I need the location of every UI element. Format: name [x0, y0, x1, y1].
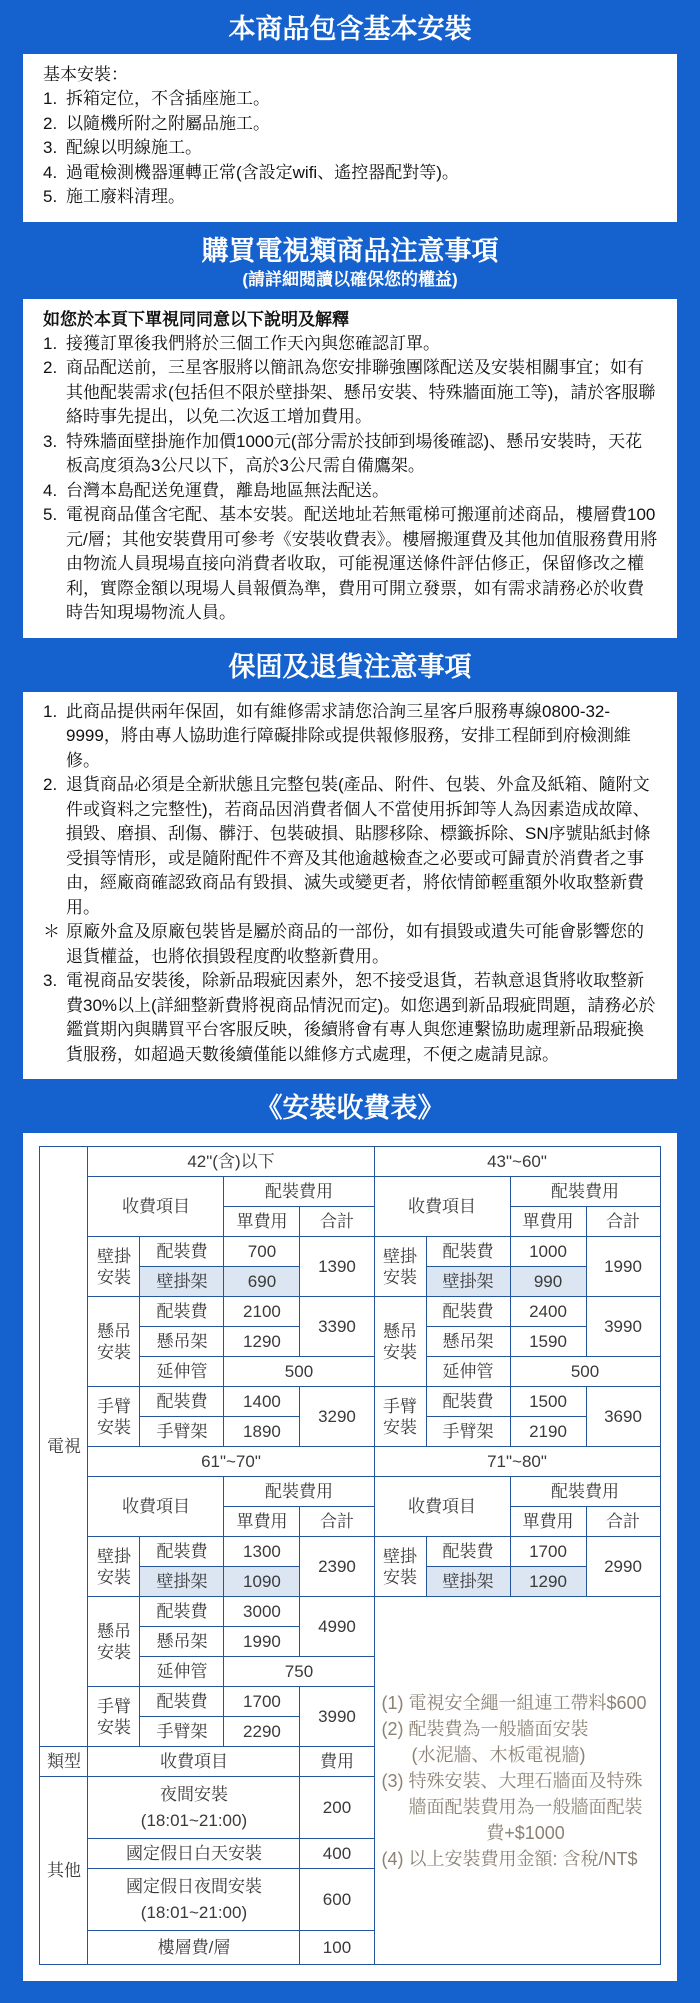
table-row: [40, 1597, 660, 1627]
label-cell: 配裝費: [426, 1297, 510, 1327]
list-item: [43, 136, 659, 161]
fee-cell: 1700: [510, 1537, 586, 1567]
total-cell: 2990: [586, 1537, 660, 1597]
item-number: 2.: [43, 358, 58, 377]
item-number: 3.: [43, 138, 58, 157]
section-subtitle-tv-purchase-notes: (請詳細閱讀以確保您的權益): [242, 269, 458, 289]
group-label-cell: 壁掛安裝: [88, 1237, 140, 1297]
total-header-cell: 合計: [300, 1507, 374, 1537]
list-item: [43, 332, 659, 357]
group-label-cell: 手臂安裝: [374, 1387, 426, 1447]
item-number: 2.: [43, 113, 58, 133]
table-row: [40, 1177, 660, 1207]
fee-cell: 700: [224, 1237, 300, 1267]
basic-install-intro: 基本安裝：: [43, 65, 128, 84]
item-text: 施工廢料清理。: [66, 187, 185, 206]
item-text: 配線以明線施工。: [66, 138, 202, 157]
total-cell: 2390: [300, 1537, 374, 1597]
group-label-cell: 壁掛安裝: [374, 1237, 426, 1297]
item-text: 退貨商品必須是全新狀態且完整包裝(產品、附件、包裝、外盒及紙箱、隨附文件或資料之完整性)，若商品因消費者個人不當使用拆卸等人為因素造成故障、損毀、磨損、刮傷、髒汙、包裝破損、貼膠移除、標籤拆除、SN序號貼紙封條受損等情形，或是隨附配件不齊及其他逾越檢查之必要或可歸責於消費者之事由，經廠商確認致商品有毀損、滅失或變更者，將依情節輕重額外收取整新費用。: [66, 775, 651, 917]
item-number: 1.: [43, 333, 58, 353]
fee-cell: 1290: [224, 1327, 300, 1357]
item-text: 過電檢測機器運轉正常(含設定wifi、遙控器配對等)。: [66, 162, 459, 182]
installation-fee-table: [39, 1146, 660, 1965]
fee-header-cell: 配裝費用: [510, 1177, 660, 1207]
label-cell: 配裝費: [140, 1297, 224, 1327]
label-cell: 配裝費: [140, 1687, 224, 1717]
label-cell: 配裝費: [426, 1237, 510, 1267]
fee-cell: 750: [224, 1657, 374, 1687]
item-text: 原廠外盒及原廠包裝皆是屬於商品的一部份，如有損毀或遺失可能會影響您的退貨權益，也將依損毀程度酌收整新費用。: [66, 922, 644, 966]
list-item: [43, 430, 659, 479]
fee-cell: 200: [300, 1777, 374, 1839]
item-header-cell: 收費項目: [88, 1477, 224, 1537]
note-item: [377, 1690, 658, 1716]
section-title-basic-install: 本商品包含基本安裝: [228, 14, 472, 44]
total-cell: 4990: [300, 1597, 374, 1657]
total-header-cell: 合計: [586, 1207, 660, 1237]
label-cell: 配裝費: [426, 1537, 510, 1567]
fee-header-cell: 配裝費用: [510, 1477, 660, 1507]
fee-cell: 1500: [510, 1387, 586, 1417]
group-label-cell: 壁掛安裝: [374, 1537, 426, 1597]
table-row: [40, 1147, 660, 1177]
label-cell: 配裝費: [140, 1237, 224, 1267]
item-number: 3.: [43, 431, 58, 451]
item-number: 1.: [43, 89, 58, 108]
fee-header-cell: 費用: [300, 1747, 374, 1777]
label-cell: 壁掛架: [140, 1567, 224, 1597]
table-row: [40, 1387, 660, 1417]
fee-cell: 2400: [510, 1297, 586, 1327]
fee-cell: 2100: [224, 1297, 300, 1327]
note-number: (1): [381, 1692, 404, 1713]
size-header-cell: 42"(含)以下: [88, 1147, 374, 1177]
list-item: [43, 700, 659, 774]
fee-cell: 1700: [224, 1687, 300, 1717]
item-header-cell: 收費項目: [88, 1177, 224, 1237]
section-title-warranty-return: 保固及退貨注意事項: [228, 651, 472, 682]
list-item: [43, 503, 659, 626]
warranty-return-box: [23, 692, 677, 1080]
total-cell: 3690: [586, 1387, 660, 1447]
fee-header-cell: 配裝費用: [224, 1477, 374, 1507]
fee-cell: 690: [224, 1267, 300, 1297]
fee-cell: 1400: [224, 1387, 300, 1417]
fee-header-cell: 配裝費用: [224, 1177, 374, 1207]
fee-cell: 400: [300, 1839, 374, 1869]
label-cell: 壁掛架: [426, 1267, 510, 1297]
label-cell: 壁掛架: [140, 1267, 224, 1297]
item-number: 4.: [43, 162, 58, 182]
group-label-cell: 懸吊安裝: [88, 1597, 140, 1687]
label-cell: 手臂架: [140, 1417, 224, 1447]
note-item: [377, 1768, 658, 1846]
total-cell: 3990: [586, 1297, 660, 1357]
label-cell: 手臂架: [140, 1717, 224, 1747]
size-header-cell: 61"~70": [88, 1447, 374, 1477]
note-item: [377, 1846, 658, 1872]
list-item: [43, 185, 659, 210]
total-cell: 1990: [586, 1237, 660, 1297]
item-number: 2.: [43, 775, 58, 794]
label-cell: 配裝費: [140, 1597, 224, 1627]
fee-cell: 1890: [224, 1417, 300, 1447]
note-text: 特殊安裝、大理石牆面及特殊 牆面配裝費用為一般牆面配裝 費+$1000: [408, 1770, 643, 1843]
unit-header-cell: 單費用: [224, 1507, 300, 1537]
item-number: 5.: [43, 505, 58, 524]
fee-cell: 2190: [510, 1417, 586, 1447]
group-label-cell: 壁掛安裝: [88, 1537, 140, 1597]
label-cell: 手臂架: [426, 1417, 510, 1447]
item-number: 4.: [43, 480, 58, 500]
other-item-cell: 國定假日夜間安裝 (18:01~21:00): [88, 1869, 300, 1931]
unit-header-cell: 單費用: [224, 1207, 300, 1237]
label-cell: 懸吊架: [140, 1327, 224, 1357]
tv-purchase-notes-box: [23, 299, 677, 638]
other-item-cell: 樓層費/層: [88, 1931, 300, 1965]
notes-panel: [374, 1597, 660, 1965]
label-cell: 延伸管: [426, 1357, 510, 1387]
section-title-tv-purchase-notes: 購買電視類商品注意事項: [201, 235, 499, 266]
item-header-cell: 收費項目: [374, 1177, 510, 1237]
total-cell: 3990: [300, 1687, 374, 1747]
bottom-spacer: [0, 1981, 700, 2003]
fee-cell: 1000: [510, 1237, 586, 1267]
item-text: 商品配送前，三星客服將以簡訊為您安排聯強團隊配送及安裝相關事宜；如有其他配裝需求(包括但不限於壁掛架、懸吊安裝、特殊牆面施工等)，請於客服聯絡時事先提出，以免二次返工增加費用。: [66, 358, 656, 426]
note-item: [377, 1716, 658, 1768]
item-text: 電視商品僅含宅配、基本安裝。配送地址若無電梯可搬運前述商品，樓層費100元/層；其他安裝費用可參考《安裝收費表》。樓層搬運費及其他加值服務費用將由物流人員現場直接向消費者收取，可能視運送條件評估修正，保留修改之權利，實際金額以現場人員報價為準，費用可開立發票，如有需求請務必於收費時告知現場物流人員。: [66, 505, 658, 622]
list-item: [43, 969, 659, 1067]
table-row: [40, 1297, 660, 1327]
item-text: 接獲訂單後我們將於三個工作天內與您確認訂單。: [66, 333, 440, 353]
table-row: [40, 1537, 660, 1567]
other-category-cell: 其他: [40, 1777, 88, 1965]
table-row: [40, 1477, 660, 1507]
list-item: [43, 479, 659, 504]
item-text: 此商品提供兩年保固，如有維修需求請您洽詢三星客戶服務專線0800-32-9999，將由專人協助進行障礙排除或提供報修服務，安排工程師到府檢測維修。: [66, 701, 631, 770]
unit-header-cell: 單費用: [510, 1207, 586, 1237]
note-number: (3): [381, 1770, 404, 1791]
fee-cell: 100: [300, 1931, 374, 1965]
label-cell: 延伸管: [140, 1657, 224, 1687]
item-header-cell: 收費項目: [374, 1477, 510, 1537]
item-header-cell: 收費項目: [88, 1747, 300, 1777]
total-cell: 3390: [300, 1297, 374, 1357]
label-cell: 懸吊架: [426, 1327, 510, 1357]
label-cell: 配裝費: [140, 1387, 224, 1417]
label-cell: 配裝費: [140, 1537, 224, 1567]
fee-cell: 1300: [224, 1537, 300, 1567]
list-item: [43, 356, 659, 430]
other-item-cell: 夜間安裝 (18:01~21:00): [88, 1777, 300, 1839]
group-label-cell: 懸吊安裝: [88, 1297, 140, 1387]
item-number: 5.: [43, 187, 58, 206]
other-item-cell: 國定假日白天安裝: [88, 1839, 300, 1869]
list-item: [43, 112, 659, 137]
total-cell: 3290: [300, 1387, 374, 1447]
fee-cell: 1590: [510, 1327, 586, 1357]
item-text: 拆箱定位，不含插座施工。: [66, 89, 270, 108]
label-cell: 延伸管: [140, 1357, 224, 1387]
total-header-cell: 合計: [586, 1507, 660, 1537]
purchase-notes-heading: 如您於本頁下單視同同意以下說明及解釋: [43, 309, 349, 329]
item-text: 電視商品安裝後，除新品瑕疵因素外，恕不接受退貨，若執意退貨將收取整新費30%以上(詳細整新費將視商品情況而定)。如您遇到新品瑕疵問題，請務必於鑑賞期內與購買平台客服反映，後續將會有專人與您連繫協助處理新品瑕疵換貨服務，如超過天數後續僅能以維修方式處理，不便之處請見諒。: [66, 971, 656, 1064]
fee-cell: 990: [510, 1267, 586, 1297]
group-label-cell: 手臂安裝: [88, 1387, 140, 1447]
fee-table-box: [23, 1133, 677, 1981]
total-cell: 1390: [300, 1237, 374, 1297]
group-label-cell: 手臂安裝: [88, 1687, 140, 1747]
total-header-cell: 合計: [300, 1207, 374, 1237]
item-number: ＊: [43, 922, 60, 941]
group-label-cell: 懸吊安裝: [374, 1297, 426, 1387]
tv-category-cell: 電視: [40, 1147, 88, 1747]
list-item: [43, 920, 659, 969]
label-cell: 配裝費: [426, 1387, 510, 1417]
note-number: (4): [381, 1848, 404, 1869]
item-text: 特殊牆面壁掛施作加價1000元(部分需於技師到場後確認)、懸吊安裝時，天花板高度須為3公尺以下，高於3公尺需自備鷹架。: [66, 431, 643, 475]
unit-header-cell: 單費用: [510, 1507, 586, 1537]
size-header-cell: 43"~60": [374, 1147, 660, 1177]
fee-cell: 1290: [510, 1567, 586, 1597]
table-row: [40, 1237, 660, 1267]
list-item: [43, 87, 659, 112]
type-header-cell: 類型: [40, 1747, 88, 1777]
fee-cell: 1090: [224, 1567, 300, 1597]
note-text: 電視安全繩一組連工帶料$600: [408, 1692, 647, 1713]
list-item: [43, 773, 659, 920]
note-text: 以上安裝費用金額: 含稅/NT$: [408, 1848, 638, 1869]
fee-cell: 500: [510, 1357, 660, 1387]
note-number: (2): [381, 1718, 404, 1739]
fee-cell: 2290: [224, 1717, 300, 1747]
table-row: [40, 1447, 660, 1477]
item-number: 1.: [43, 701, 58, 721]
size-header-cell: 71"~80": [374, 1447, 660, 1477]
fee-cell: 3000: [224, 1597, 300, 1627]
fee-cell: 600: [300, 1869, 374, 1931]
label-cell: 壁掛架: [426, 1567, 510, 1597]
section-title-fee-table: 《安裝收費表》: [255, 1093, 445, 1123]
list-item: [43, 161, 659, 186]
item-text: 台灣本島配送免運費，離島地區無法配送。: [66, 480, 389, 500]
label-cell: 懸吊架: [140, 1627, 224, 1657]
fee-cell: 500: [224, 1357, 374, 1387]
note-text: 配裝費為一般牆面安裝 (水泥牆、木板電視牆): [408, 1718, 589, 1765]
fee-cell: 1990: [224, 1627, 300, 1657]
item-number: 3.: [43, 971, 58, 990]
basic-install-box: [23, 54, 677, 222]
item-text: 以隨機所附之附屬品施工。: [66, 113, 270, 133]
